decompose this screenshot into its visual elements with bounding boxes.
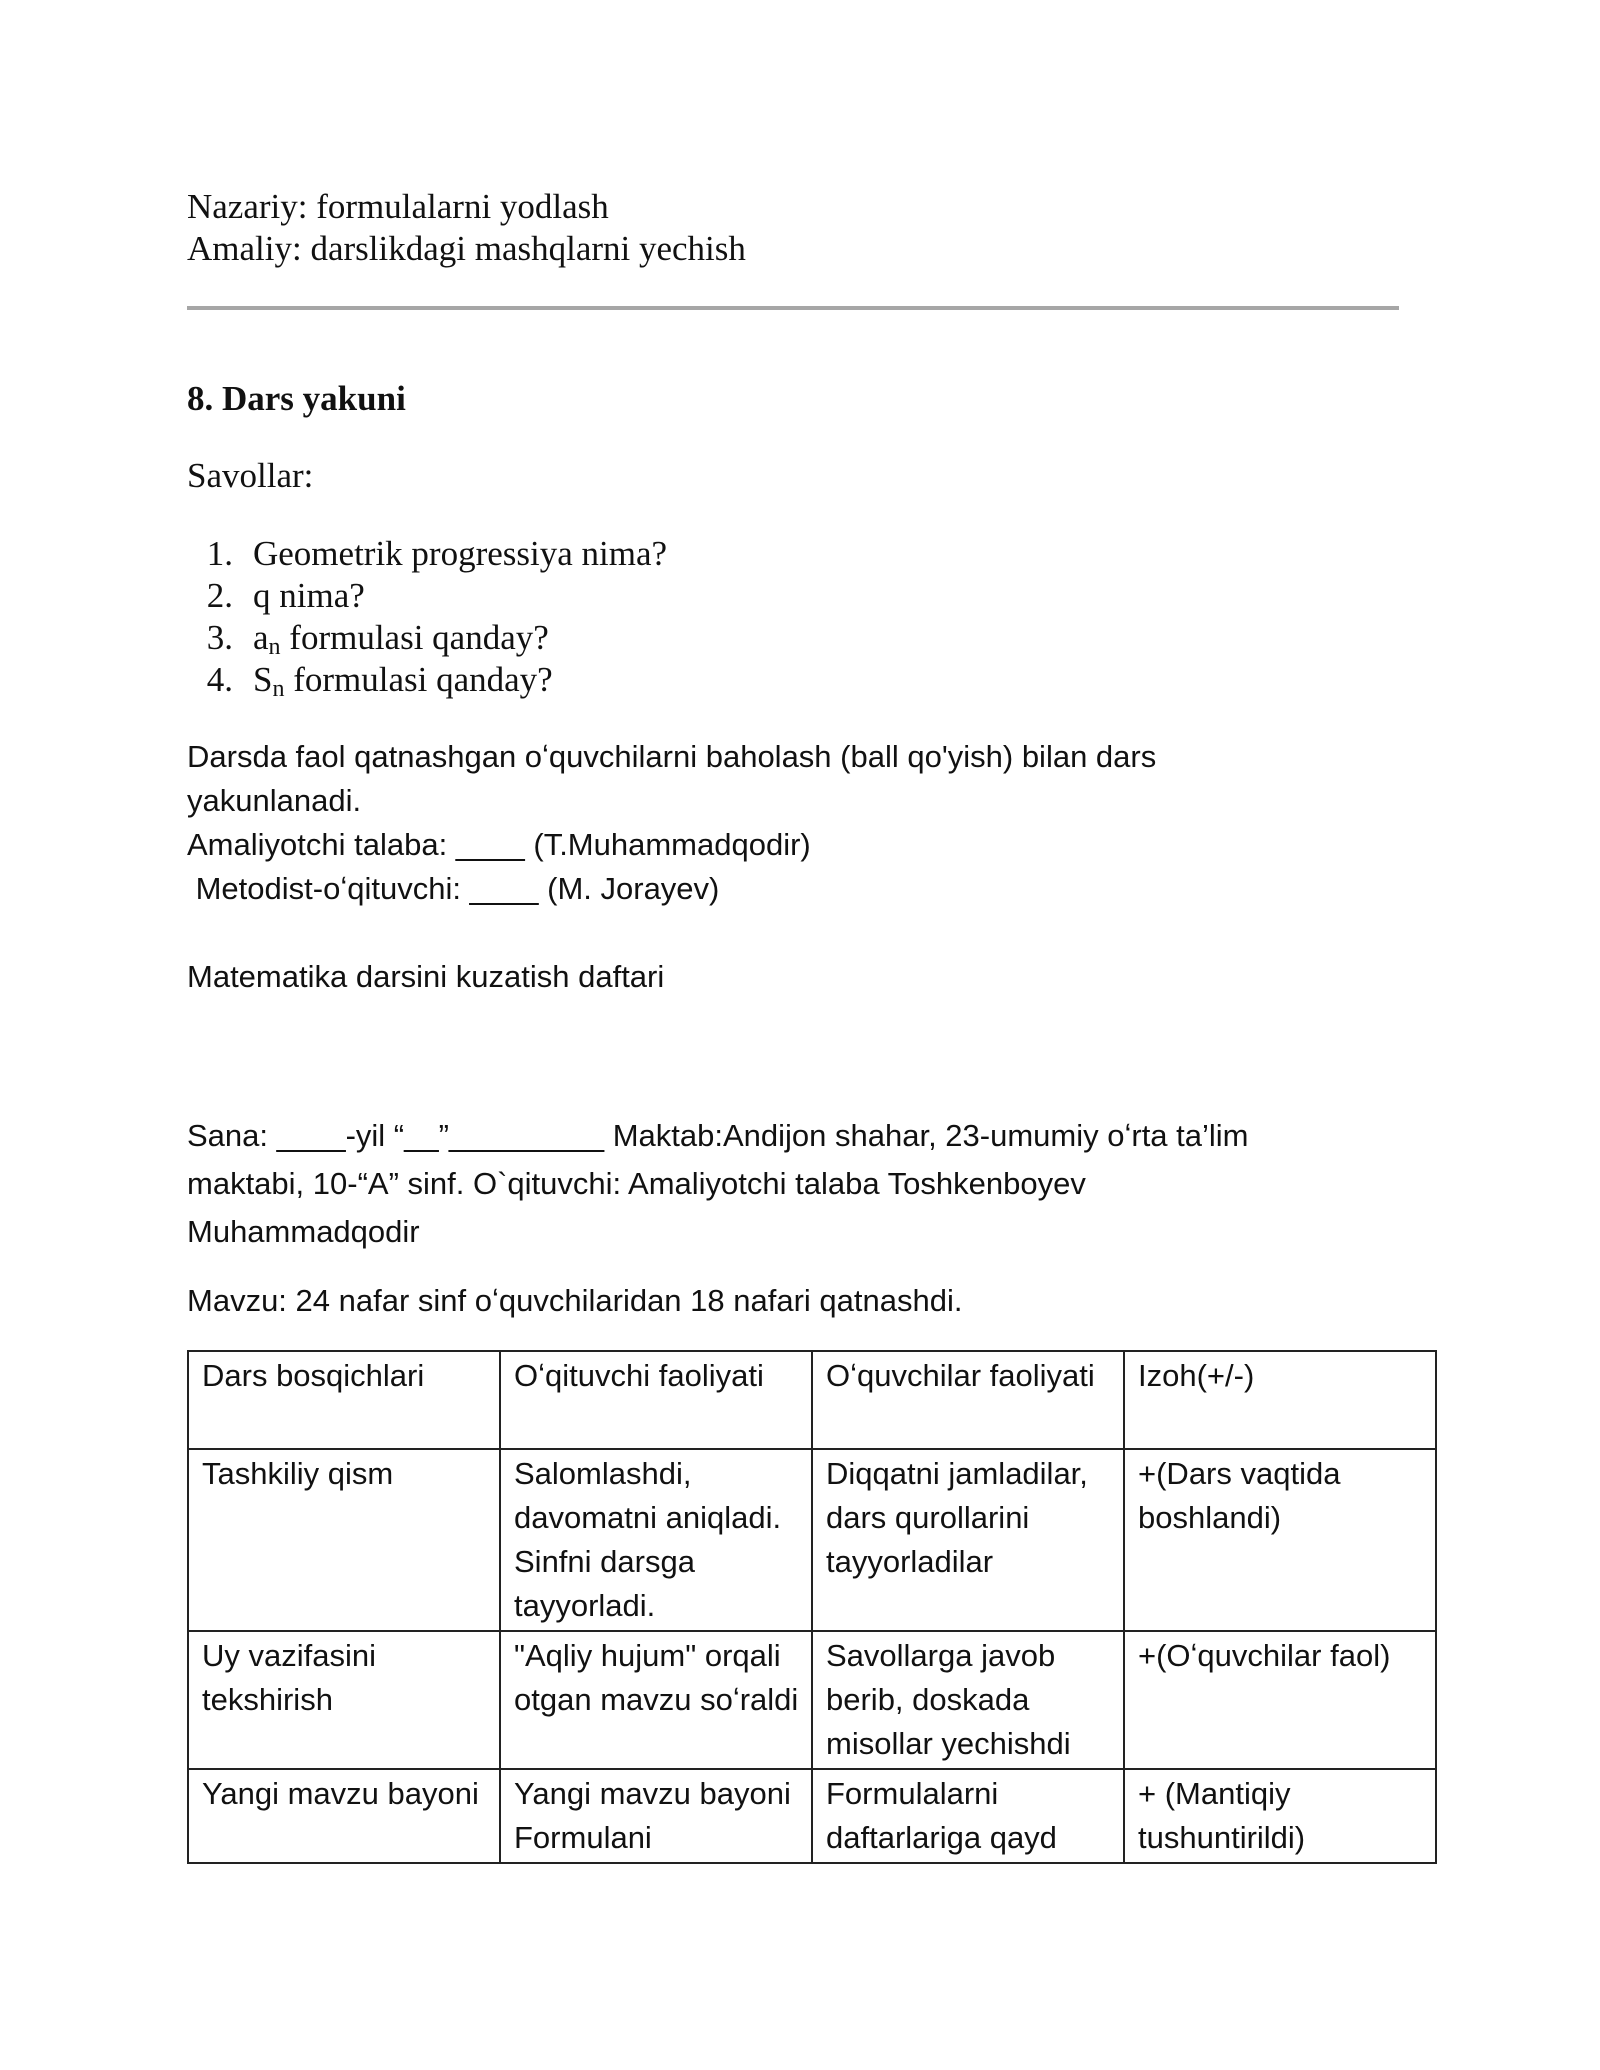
table-cell: + (Mantiqiy tushuntirildi): [1124, 1769, 1436, 1863]
table-cell: Formulalarni daftarlariga qayd: [812, 1769, 1124, 1863]
question-base: a: [253, 618, 269, 657]
question-number: 4.: [206, 660, 233, 699]
table-cell: Savollarga javob berib, doskada misollar yechishdi: [812, 1631, 1124, 1769]
table-cell: +(Dars vaqtida boshlandi): [1124, 1449, 1436, 1631]
question-subscript: n: [272, 676, 285, 702]
savollar-label: Savollar:: [187, 456, 314, 495]
question-item: [187, 533, 667, 575]
student-signature-line: Amaliyotchi talaba: ____ (T.Muhammadqodir): [187, 827, 811, 862]
question-text: [253, 659, 553, 701]
question-text: [253, 617, 549, 659]
table-cell: Uy vazifasini tekshirish: [188, 1631, 500, 1769]
info-line-1: Sana: ____-yil “__”_________ Maktab:Andijon shahar, 23-umumiy oʻrta ta’lim: [187, 1118, 1249, 1153]
question-rest: formulasi qanday?: [280, 618, 549, 657]
table-cell: Tashkiliy qism: [188, 1449, 500, 1631]
methodist-signature-line: Metodist-oʻqituvchi: ____ (M. Jorayev): [187, 871, 720, 906]
nazariy-line: Nazariy: formulalarni yodlash: [187, 187, 609, 226]
table-row: [188, 1769, 1436, 1863]
horizontal-rule: [187, 306, 1399, 310]
observation-table: [187, 1350, 1437, 1864]
info-line-2: maktabi, 10-“A” sinf. O`qituvchi: Amaliyotchi talaba Toshkenboyev: [187, 1166, 1086, 1201]
table-header-cell: Izoh(+/-): [1124, 1351, 1436, 1449]
mavzu-line: Mavzu: 24 nafar sinf oʻquvchilaridan 18 nafari qatnashdi.: [187, 1283, 963, 1318]
question-rest: formulasi qanday?: [284, 660, 553, 699]
table-header-cell: Oʻquvchilar faoliyati: [812, 1351, 1124, 1449]
table-cell: Diqqatni jamladilar, dars qurollarini tayyorladilar: [812, 1449, 1124, 1631]
table-header-cell: Dars bosqichlari: [188, 1351, 500, 1449]
section-heading: 8. Dars yakuni: [187, 379, 406, 418]
notebook-title: Matematika darsini kuzatish daftari: [187, 959, 665, 994]
table-cell: "Aqliy hujum" orqali otgan mavzu soʻraldi: [500, 1631, 812, 1769]
question-item: [187, 575, 667, 617]
question-text: q nima?: [253, 576, 365, 615]
questions-list: [187, 533, 667, 701]
question-item: [187, 659, 667, 701]
table-cell: Yangi mavzu bayoni: [188, 1769, 500, 1863]
table-cell: Yangi mavzu bayoni Formulani: [500, 1769, 812, 1863]
table-header-row: [188, 1351, 1436, 1449]
summary-line-1: Darsda faol qatnashgan oʻquvchilarni baholash (ball qo'yish) bilan dars: [187, 739, 1157, 774]
table-cell: +(Oʻquvchilar faol): [1124, 1631, 1436, 1769]
question-text: Geometrik progressiya nima?: [253, 534, 668, 573]
amaliy-line: Amaliy: darslikdagi mashqlarni yechish: [187, 229, 746, 268]
question-base: S: [253, 660, 273, 699]
table-header-cell: Oʻqituvchi faoliyati: [500, 1351, 812, 1449]
summary-line-2: yakunlanadi.: [187, 783, 362, 818]
question-number: 2.: [206, 576, 233, 615]
question-item: [187, 617, 667, 659]
table-row: [188, 1631, 1436, 1769]
table-cell: Salomlashdi, davomatni aniqladi. Sinfni darsga tayyorladi.: [500, 1449, 812, 1631]
question-number: 3.: [206, 618, 233, 657]
info-line-3: Muhammadqodir: [187, 1214, 420, 1249]
table-row: [188, 1449, 1436, 1631]
question-number: 1.: [206, 534, 233, 573]
question-subscript: n: [268, 634, 281, 660]
